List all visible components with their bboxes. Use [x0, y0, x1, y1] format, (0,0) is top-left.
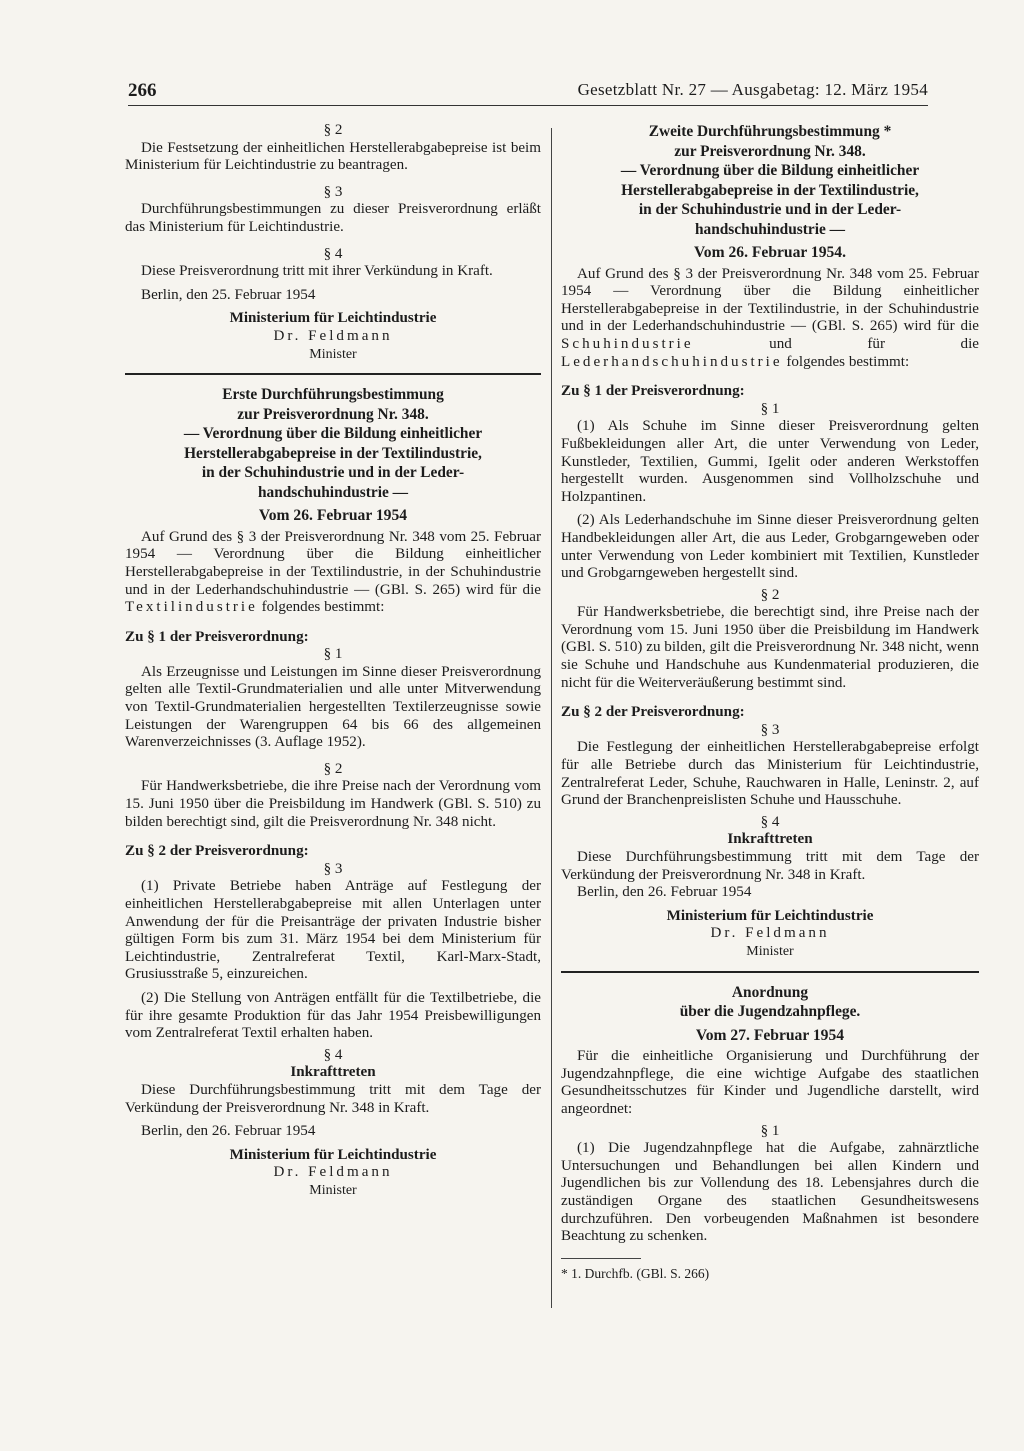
date-line: Berlin, den 26. Februar 1954 — [577, 884, 752, 901]
left-column — [125, 122, 541, 1200]
footnote: * 1. Durchfb. (GBl. S. 266) — [561, 1265, 710, 1281]
decree-title: Erste Durchführungsbestimmung — [222, 386, 444, 404]
intro-spaced: Schuhindustrie — [561, 335, 694, 352]
subheading: Zu § 1 der Preisverordnung: — [125, 628, 309, 645]
decree-title: Herstellerabgabepreise in der Textilindustrie, — [184, 444, 482, 462]
signer-name: Dr. Feldmann — [273, 1164, 393, 1181]
intro-text: Auf Grund des § 3 der Preisverordnung Nr. 348 vom 25. Februar 1954 — Verordnung über die Bildung einheitlicher Herstellerabgabepreise in der Textilindustrie, in der Schuhindustrie und in der Lederhandschuhindustrie — (GBl. S. 265) wird für die — [561, 265, 979, 335]
section-heading: § 4 — [760, 813, 780, 830]
ministry-name: Ministerium für Leichtindustrie — [666, 907, 874, 924]
section-rule — [561, 971, 979, 973]
date-line: Berlin, den 25. Februar 1954 — [141, 286, 316, 303]
gazette-title: Gesetzblatt Nr. 27 — Ausgabetag: 12. März 1954 — [577, 80, 928, 99]
ministry-name: Ministerium für Leichtindustrie — [229, 1146, 437, 1163]
footnote-rule — [561, 1258, 641, 1259]
paragraph: (1) Die Jugendzahnpflege hat die Aufgabe, zahnärztliche Untersuchungen und Behandlungen bei allen Kindern und Jugendlichen bis zur Vollendung des 18. Lebensjahres durch die zuständigen Organe des staatlichen Gesundheitswesens durchzuführen. Den vorbeugenden Maßnahmen ist besondere Beachtung zu schenken. — [561, 1140, 979, 1245]
paragraph: Die Festlegung der einheitlichen Herstellerabgabepreise erfolgt für alle Betriebe durch das Ministerium für Leichtindustrie, Zentralreferat Leder, Schuhe, Rauchwaren in Halle, Leninstr. 2, auf Grund der Branchenpreislisten Schuhe und Hausschuhe. — [561, 739, 979, 809]
section-heading: § 2 — [323, 760, 343, 777]
header-rule — [128, 105, 928, 106]
paragraph: (2) Die Stellung von Anträgen entfällt für die Textilbetriebe, die für ihre gesamte Produktion für das Jahr 1954 Preisbewilligungen vom Zentralreferat Textil erhalten haben. — [125, 989, 541, 1042]
intro-text: folgendes bestimmt: — [261, 599, 385, 616]
page-number: 266 — [128, 80, 157, 101]
date-line: Berlin, den 26. Februar 1954 — [141, 1123, 316, 1140]
subheading: Inkrafttreten — [290, 1064, 376, 1081]
paragraph: Für die einheitliche Organisierung und Durchführung der Jugendzahnpflege, die eine wichtige Aufgabe des staatlichen Gesundheitsschutzes für Kinder und Jugendliche darstellt, wird angeordnet: — [561, 1048, 979, 1117]
column-divider — [551, 128, 552, 1308]
intro-spaced: Textilindustrie — [125, 599, 258, 616]
decree-title: Herstellerabgabepreise in der Textilindustrie, — [621, 181, 919, 199]
section-rule — [125, 373, 541, 375]
ordinance-title: über die Jugendzahnpflege. — [679, 1003, 861, 1021]
section-heading: § 3 — [323, 183, 343, 200]
subheading: Zu § 2 der Preisverordnung: — [125, 843, 309, 860]
paragraph: Diese Preisverordnung tritt mit ihrer Verkündung in Kraft. — [141, 263, 493, 280]
subheading: Zu § 2 der Preisverordnung: — [561, 704, 745, 721]
intro-text: folgendes bestimmt: — [786, 353, 910, 370]
section-heading: § 1 — [760, 400, 780, 417]
right-column — [561, 122, 979, 1282]
intro-spaced: Lederhandschuhindustrie — [561, 353, 783, 370]
paragraph: (2) Als Lederhandschuhe im Sinne dieser Preisverordnung gelten Handbekleidungen aller Art, die aus Leder, Grobgarngeweben oder unter Verwendung von Leder kombiniert mit Textilien, Kunstleder und Grobgarngeweben hergestellt sind. — [561, 512, 979, 582]
paragraph — [125, 529, 541, 617]
signer-name: Dr. Feldmann — [273, 327, 393, 344]
section-heading: § 3 — [323, 860, 343, 877]
paragraph: Durchführungsbestimmungen zu dieser Preisverordnung erläßt das Ministerium für Leichtindustrie. — [125, 201, 541, 235]
decree-title: zur Preisverordnung Nr. 348. — [237, 405, 429, 423]
section-heading: § 3 — [760, 721, 780, 738]
subheading: Inkrafttreten — [727, 831, 813, 848]
decree-title: in der Schuhindustrie und in der Leder- — [201, 464, 465, 482]
paragraph: Für Handwerksbetriebe, die berechtigt sind, ihre Preise nach der Verordnung vom 15. Juni 1950 über die Preisbildung im Handwerk (GBl. S. 510) zu bilden, gilt die Preisverordnung Nr. 348 nicht, wenn sie Schuhe und Handschuhe aus Kundenmaterial produzieren, die nicht für die Weiterveräußerung bestimmt sind. — [561, 604, 979, 691]
signer-title: Minister — [746, 943, 794, 959]
subheading: Zu § 1 der Preisverordnung: — [561, 383, 745, 400]
decree-title: handschuhindustrie — — [694, 220, 846, 238]
signer-name: Dr. Feldmann — [710, 925, 830, 942]
decree-title: — Verordnung über die Bildung einheitlicher — [620, 162, 920, 179]
paragraph — [561, 266, 979, 372]
section-heading: § 4 — [323, 1046, 343, 1063]
section-heading: § 2 — [323, 122, 343, 138]
decree-title: zur Preisverordnung Nr. 348. — [674, 142, 866, 160]
paragraph: Diese Durchführungsbestimmung tritt mit dem Tage der Verkündung der Preisverordnung Nr. 348 in Kraft. — [125, 1081, 541, 1116]
signer-title: Minister — [309, 1182, 357, 1198]
decree-title: handschuhindustrie — — [257, 483, 409, 501]
section-heading: § 1 — [760, 1122, 780, 1139]
decree-title: — Verordnung über die Bildung einheitlicher — [183, 425, 483, 443]
intro-text: Auf Grund des § 3 der Preisverordnung Nr. 348 vom 25. Februar 1954 — Verordnung über die Bildung einheitlicher Herstellerabgabepreise in der Textilindustrie, in der Schuhindustrie und in der Lederhandschuhindustrie — (GBl. S. 265) wird für die — [125, 528, 541, 598]
ordinance-title: Anordnung — [731, 983, 809, 1001]
decree-date: Vom 26. Februar 1954. — [693, 244, 847, 261]
paragraph: Für Handwerksbetriebe, die ihre Preise nach der Verordnung vom 15. Juni 1950 über die Preisbildung im Handwerk (GBl. S. 510) zu bilden berechtigt sind, gilt die Preisverordnung Nr. 348 nicht. — [125, 778, 541, 830]
intro-text: und für die — [769, 335, 979, 352]
section-heading: § 4 — [323, 245, 343, 262]
paragraph: (1) Private Betriebe haben Anträge auf Festlegung der einheitlichen Herstellerabgabepreise mit allen Unterlagen unter Anwendung der für die Preisanträge der privaten Industrie bisher gültigen Form bis zum 31. März 1954 bei dem Ministerium für Leichtindustrie, Zentralreferat Textil, Karl-Marx-Stadt, Grusiusstraße 5, einzureichen. — [125, 878, 541, 983]
ordinance-date: Vom 27. Februar 1954 — [695, 1026, 845, 1044]
signer-title: Minister — [309, 346, 357, 362]
decree-date: Vom 26. Februar 1954 — [258, 507, 408, 525]
section-heading: § 2 — [760, 586, 780, 603]
paragraph: Als Erzeugnisse und Leistungen im Sinne dieser Preisverordnung gelten alle Textil-Grundmaterialien und alle unter Mitverwendung von Textil-Grundmaterialien hergestellten Textilerzeugnisse sowie Leistungen der Warengruppen 64 bis 66 des allgemeinen Warenverzeichnisses (3. Auflage 1952). — [125, 663, 541, 751]
paragraph: Diese Durchführungsbestimmung tritt mit dem Tage der Verkündung der Preisverordnung Nr. 348 in Kraft. — [561, 849, 979, 883]
page-header — [128, 80, 928, 106]
paragraph: (1) Als Schuhe im Sinne dieser Preisverordnung gelten Fußbekleidungen aller Art, die unter Verwendung von Leder, Kunstleder, Textilien, Gummi, Igelit oder anderen Werkstoffen hergestellt wurden. Ausgenommen sind Vollholzschuhe und Holzpantinen. — [561, 418, 979, 505]
section-heading: § 1 — [323, 646, 343, 663]
decree-title: in der Schuhindustrie und in der Leder- — [638, 201, 902, 218]
decree-title: Zweite Durchführungsbestimmung * — [648, 123, 892, 140]
paragraph: Die Festsetzung der einheitlichen Herstellerabgabepreise ist beim Ministerium für Leichtindustrie zu beantragen. — [125, 139, 541, 174]
ministry-name: Ministerium für Leichtindustrie — [229, 310, 437, 327]
